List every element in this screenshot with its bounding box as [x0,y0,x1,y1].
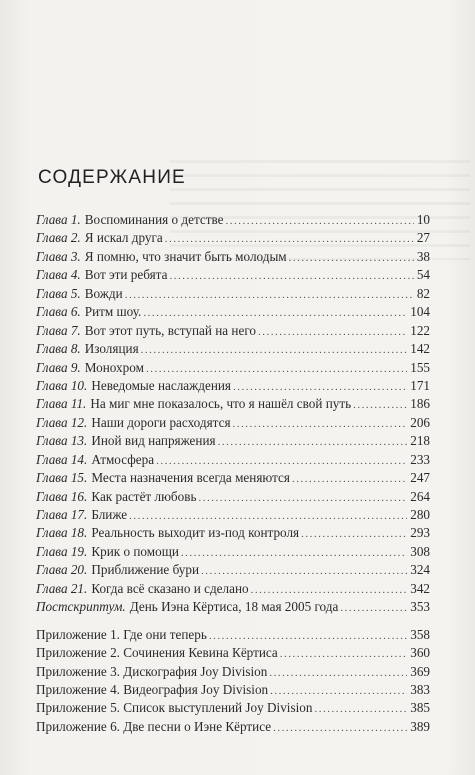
dot-leader [198,489,407,507]
chapter-title: День Иэна Кёртиса, 18 мая 2005 года [129,599,339,615]
dot-leader [143,304,407,322]
toc-entry-chapter-7[interactable] [36,322,430,340]
chapter-label: Постскриптум. [36,599,126,615]
dot-leader [181,544,407,562]
toc-entry-chapter-13[interactable] [36,432,430,450]
dot-leader [258,323,407,341]
chapter-label: Глава 9. [36,359,81,375]
dot-leader [201,562,407,580]
chapter-label: Глава 2. [36,230,81,246]
chapter-label: Глава 7. [36,322,81,338]
appendix-title: Приложение 3. Дискография Joy Division [36,663,268,679]
page-number: 360 [410,645,430,661]
appendix-title: Приложение 4. Видеография Joy Division [36,681,269,697]
chapter-label: Глава 11. [36,396,87,412]
chapter-title: Вот эти ребята [84,267,168,283]
page-number: 54 [416,267,430,283]
appendix-title: Приложение 6. Две песни о Иэне Кёртисе [36,718,272,734]
chapter-title: Ритм шоу. [84,304,142,320]
page-number: 385 [410,700,430,716]
appendix-title: Приложение 2. Сочинения Кевина Кёртиса [36,645,278,661]
page-number: 342 [410,580,430,596]
toc-entry-chapter-17[interactable] [36,506,430,524]
page-number: 324 [410,562,430,578]
page-number: 280 [410,507,430,522]
dot-leader [301,525,407,543]
page-number: 142 [410,341,430,357]
page-number: 358 [410,626,430,642]
page-number: 233 [410,451,430,467]
chapter-label: Глава 8. [36,341,81,357]
chapter-label: Глава 13. [36,433,88,449]
page-number: 264 [410,488,430,504]
chapter-label: Глава 4. [36,267,81,283]
chapter-title: На миг мне показалось, что я нашёл свой путь [90,396,352,412]
toc-entry-chapter-20[interactable] [36,561,430,579]
toc-entry-chapter-16[interactable] [36,488,430,506]
page-number: 82 [416,285,430,301]
chapter-title: Крик о помощи [91,543,179,559]
chapter-title: Монохром [84,359,144,375]
dot-leader [289,249,414,267]
toc-entry-chapter-11[interactable] [36,395,430,413]
toc-entry-chapter-9[interactable] [36,359,430,377]
toc-entry-chapter-19[interactable] [36,543,430,561]
dot-leader [314,700,407,718]
chapter-title: Места назначения всегда меняются [91,470,290,486]
page-number: 155 [410,359,430,375]
dot-leader [156,452,407,470]
chapter-label: Глава 15. [36,470,88,486]
page-number: 27 [416,230,430,246]
toc-entry-chapter-18[interactable] [36,524,430,542]
chapter-title: Вот этот путь, вступай на него [84,322,257,338]
dot-leader [141,341,408,359]
toc-entry-chapter-8[interactable] [36,340,430,358]
toc-entry-chapter-2[interactable] [36,229,430,247]
chapter-title: Я искал друга [84,230,163,246]
dot-leader [273,719,407,737]
page-number: 218 [410,433,430,449]
toc-entry-chapter-4[interactable] [36,266,430,284]
page-number: 353 [410,599,430,615]
dot-leader [146,360,407,378]
toc-entry-appendix-4[interactable] [36,681,430,699]
chapter-title: Атмосфера [91,451,155,467]
toc-entry-chapter-14[interactable] [36,451,430,469]
page-number: 308 [410,543,430,559]
chapter-label: Глава 6. [36,304,81,320]
chapter-title: Приближение бури [91,562,200,578]
dot-leader [353,396,407,414]
dot-leader [125,286,414,304]
dot-leader [269,664,407,682]
appendix-title: Приложение 5. Список выступлений Joy Division [36,700,313,716]
dot-leader [340,599,407,617]
dot-leader [209,627,407,645]
dot-leader [251,581,408,599]
dot-leader [226,212,414,230]
toc-entry-appendix-5[interactable] [36,699,430,717]
dot-leader [270,682,407,700]
page-number: 383 [410,681,430,697]
page-number: 186 [410,396,430,412]
chapter-label: Глава 5. [36,285,81,301]
page-number: 122 [410,322,430,338]
chapter-label: Глава 17. [36,507,88,522]
chapter-title: Реальность выходит из-под контроля [91,525,300,541]
toc-entry-chapter-15[interactable] [36,469,430,487]
chapter-title: Наши дороги расходятся [91,414,231,430]
toc-entry-chapter-21[interactable] [36,580,430,598]
dot-leader [292,470,407,488]
page-number: 247 [410,470,430,486]
chapter-label: Глава 12. [36,414,88,430]
toc-entry-chapter-12[interactable] [36,414,430,432]
chapter-title: Как растёт любовь [91,488,197,504]
toc-entry-chapter-3[interactable] [36,248,430,266]
toc-entry-appendix-2[interactable] [36,644,430,662]
toc-entry-appendix-3[interactable] [36,663,430,681]
chapter-label: Глава 1. [36,212,81,227]
toc-entry-postscript[interactable] [36,598,430,616]
toc-entry-chapter-10[interactable] [36,377,430,395]
page-number: 10 [416,212,430,227]
chapter-label: Глава 18. [36,525,88,541]
page-number: 104 [410,304,430,320]
table-of-contents [36,211,430,736]
dot-leader [233,378,407,396]
toc-entry-appendix-6[interactable] [36,718,430,736]
dot-leader [165,230,414,248]
page-number: 38 [416,248,430,264]
page-number: 206 [410,414,430,430]
page-title: СОДЕРЖАНИЕ [38,167,186,188]
chapter-label: Глава 10. [36,377,88,393]
chapter-label: Глава 21. [36,580,88,596]
chapter-label: Глава 19. [36,543,88,559]
chapter-title: Воспоминания о детстве [84,212,224,227]
dot-leader [280,645,407,663]
chapter-title: Я помню, что значит быть молодым [84,248,287,264]
chapter-label: Глава 3. [36,248,81,264]
toc-entry-chapter-5[interactable] [36,285,430,303]
appendix-title: Приложение 1. Где они теперь [36,626,207,642]
chapter-title: Вожди [84,285,123,301]
dot-leader [169,267,413,285]
chapter-title: Неведомые наслаждения [91,377,231,393]
dot-leader [218,433,408,451]
chapter-title: Изоляция [84,341,139,357]
page-number: 171 [410,377,430,393]
chapter-title: Иной вид напряжения [91,433,216,449]
toc-entry-chapter-1[interactable] [36,211,430,229]
dot-leader [233,415,408,433]
chapter-label: Глава 16. [36,488,88,504]
page-number: 293 [410,525,430,541]
page-number: 389 [410,718,430,734]
chapter-label: Глава 20. [36,562,88,578]
toc-entry-appendix-1[interactable] [36,626,430,644]
toc-entry-chapter-6[interactable] [36,303,430,321]
chapter-label: Глава 14. [36,451,88,467]
page-number: 369 [410,663,430,679]
chapter-title: Когда всё сказано и сделано [91,580,249,596]
chapter-title: Ближе [91,507,128,522]
dot-leader [129,507,407,525]
